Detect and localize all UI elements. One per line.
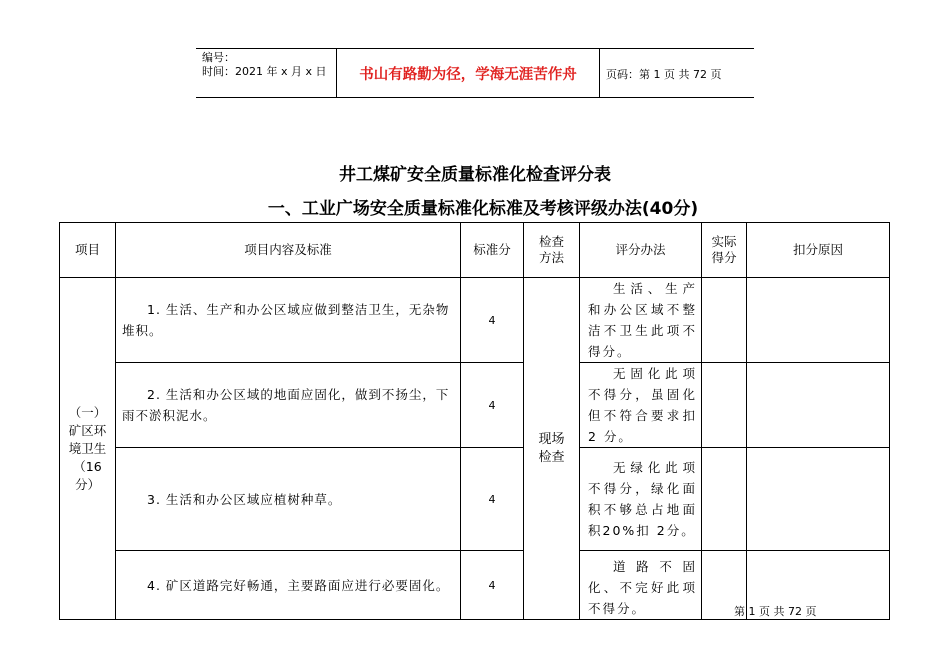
table-row [60,448,890,551]
actual-score-cell[interactable] [702,363,747,448]
item-rule: 生活、生产和办公区域不整洁不卫生此项不得分。 [580,278,702,363]
item-score: 4 [461,448,524,551]
item-score: 4 [461,551,524,620]
deduction-reason-cell[interactable] [747,448,890,551]
header-row [60,223,890,278]
item-content: 2. 生活和办公区域的地面应固化，做到不扬尘，下雨不淤积泥水。 [116,363,461,448]
scoring-table [59,222,890,620]
item-score: 4 [461,278,524,363]
item-rule: 道路不固化、不完好此项不得分。 [580,551,702,620]
table-row [60,278,890,363]
document-title: 井工煤矿安全质量标准化检查评分表 [339,165,611,185]
col-header-content: 项目内容及标准 [116,223,461,278]
actual-score-cell[interactable] [702,278,747,363]
check-method: 现场检查 [524,278,580,620]
col-header-actual: 实际得分 [702,223,747,278]
col-header-rule: 评分办法 [580,223,702,278]
item-score: 4 [461,363,524,448]
number-label: 编号： [202,51,235,64]
time-label: 时间：2021 年 x 月 x 日 [202,65,327,78]
col-header-score: 标准分 [461,223,524,278]
item-content: 3. 生活和办公区域应植树种草。 [116,448,461,551]
item-rule: 无固化此项不得分，虽固化但不符合要求扣 2 分。 [580,363,702,448]
col-header-reason: 扣分原因 [747,223,890,278]
page-footer: 第 1 页 共 72 页 [734,605,817,618]
item-content: 1. 生活、生产和办公区域应做到整洁卫生，无杂物堆积。 [116,278,461,363]
section-subtitle: 一、工业广场安全质量标准化标准及考核评级办法(40分) [267,199,699,219]
page-header [196,48,754,98]
table-row [60,363,890,448]
actual-score-cell[interactable] [702,448,747,551]
page-code: 页码：第 1 页 共 72 页 [606,68,722,81]
deduction-reason-cell[interactable] [747,363,890,448]
col-header-project: 项目 [60,223,116,278]
deduction-reason-cell[interactable] [747,278,890,363]
item-rule: 无绿化此项不得分，绿化面积不够总占地面积20%扣 2分。 [580,448,702,551]
group-label: （一）矿区环境卫生（16分） [60,278,116,620]
col-header-method: 检查方法 [524,223,580,278]
header-meta [202,51,327,79]
motto: 书山有路勤为径，学海无涯苦作舟 [336,49,600,97]
item-content: 4. 矿区道路完好畅通，主要路面应进行必要固化。 [116,551,461,620]
